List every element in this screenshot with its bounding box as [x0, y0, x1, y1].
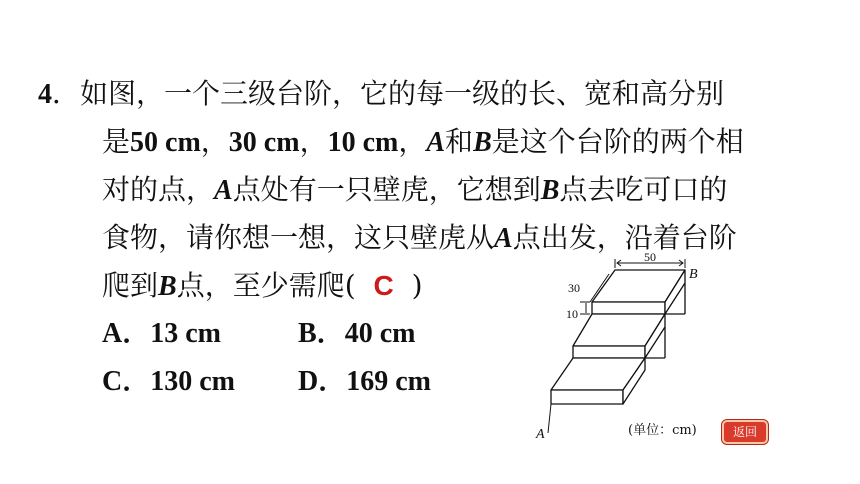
option-b[interactable]: B．40 cm — [298, 318, 416, 349]
step-riser-2 — [573, 346, 645, 358]
question-line-1: 4．如图，一个三级台阶，它的每一级的长、宽和高分别 — [38, 77, 725, 110]
question-number: 4 — [38, 79, 52, 110]
dimension-height — [580, 302, 590, 314]
question-line-4: 食物，请你想一想，这只壁虎从A点出发，沿着台阶 — [102, 221, 737, 254]
option-d[interactable]: D．169 cm — [298, 366, 431, 397]
question-line-3: 对的点，A点处有一只壁虎，它想到B点去吃可口的 — [102, 173, 728, 206]
label-point-b: B — [689, 267, 698, 282]
staircase-figure — [520, 250, 720, 450]
unit-note: (单位：cm) — [628, 423, 697, 438]
answer-mark: C — [373, 270, 394, 301]
step-riser-3 — [551, 390, 623, 404]
question-line-2: 是50 cm，30 cm，10 cm，A和B是这个台阶的两个相 — [102, 125, 744, 158]
question-line-5: 爬到B点，至少需爬( C ) — [102, 266, 423, 307]
option-a[interactable]: A．13 cm — [102, 318, 221, 349]
label-width: 30 — [568, 281, 580, 295]
label-height: 10 — [566, 307, 578, 321]
step-riser-1 — [592, 302, 665, 314]
option-c[interactable]: C．130 cm — [102, 366, 235, 397]
back-button[interactable]: 返回 — [722, 420, 768, 444]
label-point-a: A — [536, 427, 545, 442]
label-length: 50 — [644, 250, 656, 264]
